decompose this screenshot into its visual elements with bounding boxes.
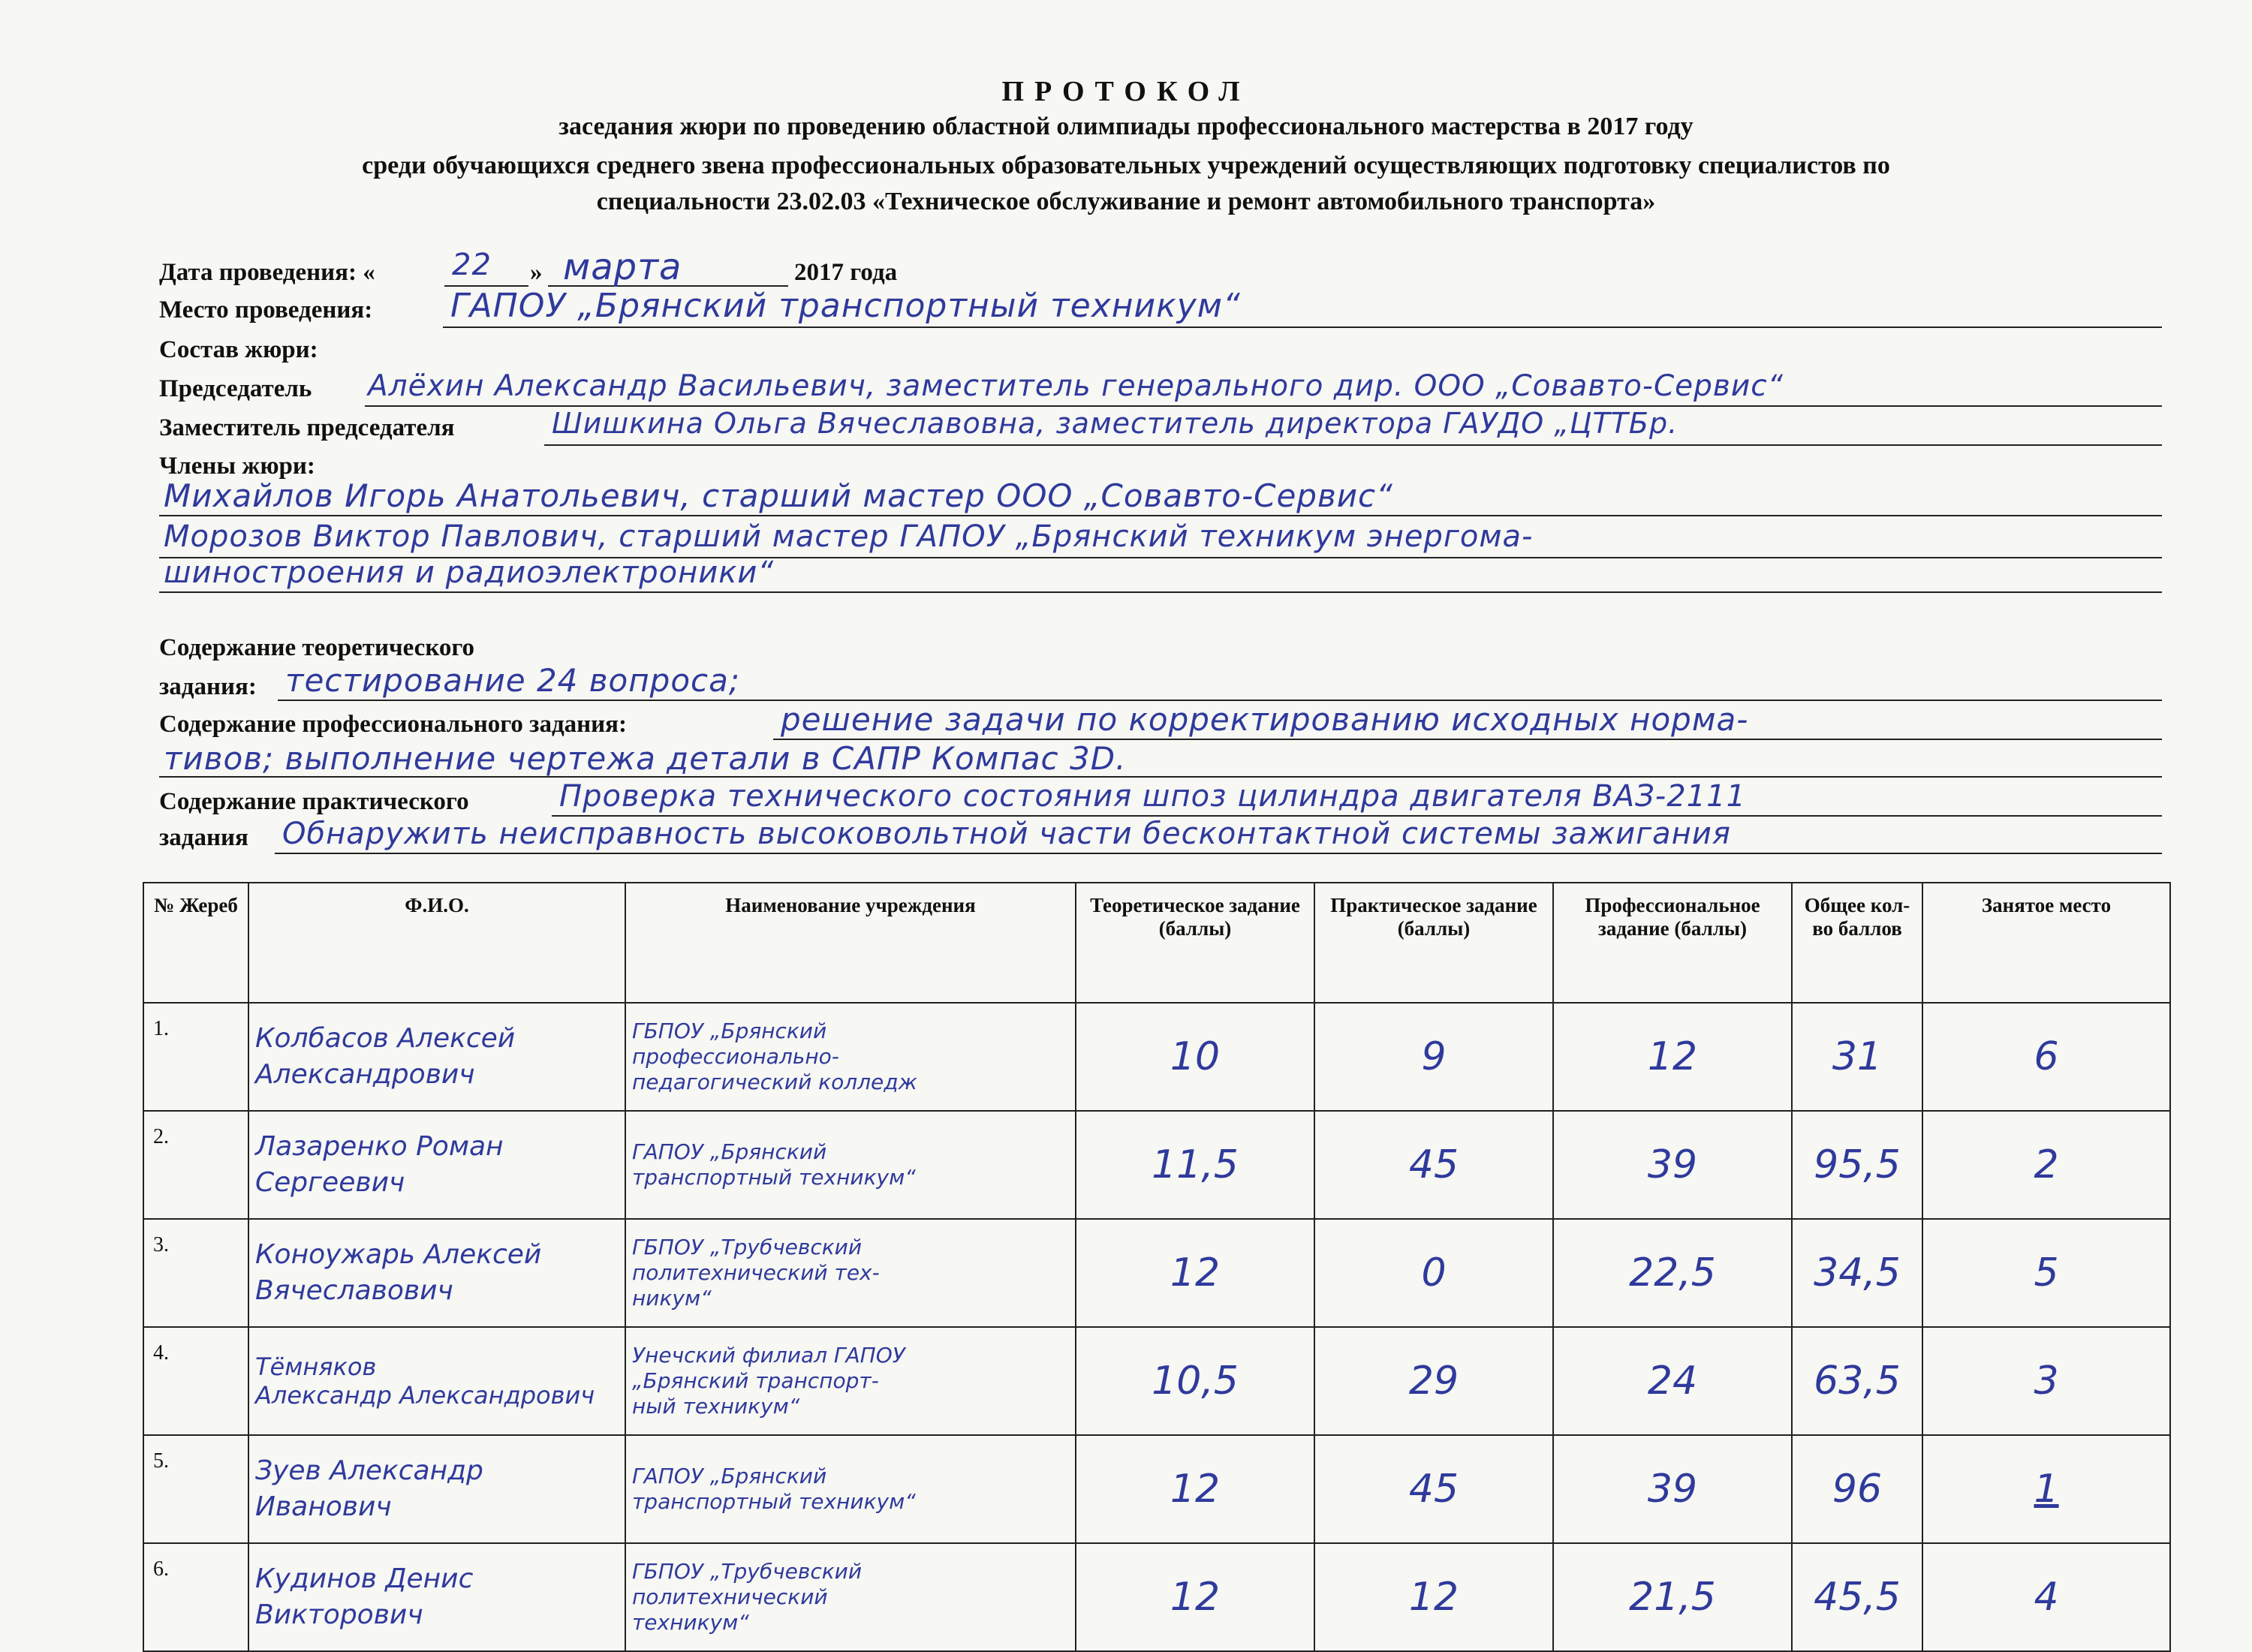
table-row <box>143 1003 2170 1111</box>
theory-value: тестирование 24 вопроса; <box>285 662 740 699</box>
practical-score: 0 <box>1314 1219 1553 1327</box>
date-month: марта <box>563 246 682 288</box>
document-subtitle: специальности 23.02.03 «Техническое обслуживание и ремонт автомобильного транспорта» <box>596 188 1656 215</box>
table-row <box>143 1219 2170 1327</box>
row-number: 3. <box>143 1219 248 1327</box>
total-score: 34,5 <box>1792 1219 1922 1327</box>
professional-score: 24 <box>1553 1327 1792 1435</box>
place: 1 <box>1922 1435 2170 1543</box>
member-1: Михайлов Игорь Анатольевич, старший мастер ООО „Совавто-Сервис“ <box>164 477 1393 514</box>
practical-label-2: задания <box>159 824 248 851</box>
col-header-lot: № Жереб <box>143 883 248 1003</box>
member-2-cont: шиностроения и радиоэлектроники“ <box>164 555 775 590</box>
participant-name: Лазаренко Роман Сергеевич <box>248 1111 625 1219</box>
institution: ГБПОУ „Трубчевский политехнический техникум“ <box>625 1543 1076 1651</box>
place: 2 <box>1922 1111 2170 1219</box>
row-number: 1. <box>143 1003 248 1111</box>
place: 4 <box>1922 1543 2170 1651</box>
institution: Унечский филиал ГАПОУ „Брянский транспорт- ный техникум“ <box>625 1327 1076 1435</box>
theory-score: 11,5 <box>1076 1111 1314 1219</box>
member-line <box>159 515 2162 516</box>
place: 6 <box>1922 1003 2170 1111</box>
participant-name: Зуев Александр Иванович <box>248 1435 625 1543</box>
col-header-total: Общее кол-во баллов <box>1792 883 1922 1003</box>
professional-score: 22,5 <box>1553 1219 1792 1327</box>
place: 5 <box>1922 1219 2170 1327</box>
jury-label: Состав жюри: <box>159 336 318 363</box>
theory-label: Содержание теоретического <box>159 634 475 661</box>
prof-value: решение задачи по корректированию исходных норма- <box>781 701 1749 738</box>
practical-score: 45 <box>1314 1435 1553 1543</box>
members-label: Члены жюри: <box>159 453 315 480</box>
date-label: Дата проведения: « <box>159 259 375 286</box>
chair-label: Председатель <box>159 375 312 402</box>
table-row <box>143 1111 2170 1219</box>
col-header-place: Занятое место <box>1922 883 2170 1003</box>
table-row <box>143 1327 2170 1435</box>
document-subtitle: заседания жюри по проведению областной олимпиады профессионального мастерства в 2017 году <box>558 113 1694 140</box>
theory-score: 12 <box>1076 1219 1314 1327</box>
place-line <box>443 326 2162 328</box>
participant-name: Колбасов Алексей Александрович <box>248 1003 625 1111</box>
prof-value-cont: тивов; выполнение чертежа детали в САПР Компас 3D. <box>164 740 1127 777</box>
professional-score: 12 <box>1553 1003 1792 1111</box>
total-score: 45,5 <box>1792 1543 1922 1651</box>
prof-label: Содержание профессионального задания: <box>159 711 628 738</box>
row-number: 4. <box>143 1327 248 1435</box>
table-row <box>143 1543 2170 1651</box>
member-2: Морозов Виктор Павлович, старший мастер ГАПОУ „Брянский техникум энергома- <box>164 519 1534 554</box>
institution: ГБПОУ „Брянский профессионально- педагогический колледж <box>625 1003 1076 1111</box>
total-score: 96 <box>1792 1435 1922 1543</box>
place: 3 <box>1922 1327 2170 1435</box>
practical-value: Проверка технического состояния шпоз цилиндра двигателя ВАЗ-2111 <box>559 779 1747 814</box>
theory-score: 10,5 <box>1076 1327 1314 1435</box>
deputy-label: Заместитель председателя <box>159 414 455 441</box>
deputy-line <box>544 444 2162 446</box>
professional-score: 21,5 <box>1553 1543 1792 1651</box>
date-day: 22 <box>452 248 492 282</box>
practical-label: Содержание практического <box>159 788 469 815</box>
document-subtitle: среди обучающихся среднего звена профессиональных образовательных учреждений осуществляющих подготовку специалистов по <box>362 152 1890 179</box>
col-header-theory: Теоретическое задание (баллы) <box>1076 883 1314 1003</box>
participant-name: Тёмняков Александр Александрович <box>248 1327 625 1435</box>
institution: ГБПОУ „Трубчевский политехнический тех- никум“ <box>625 1219 1076 1327</box>
theory-label-2: задания: <box>159 673 257 700</box>
institution: ГАПОУ „Брянский транспортный техникум“ <box>625 1435 1076 1543</box>
date-quote: » <box>530 259 543 286</box>
deputy-value: Шишкина Ольга Вячеславовна, заместитель директора ГАУДО „ЦТТБр. <box>552 407 1678 440</box>
col-header-professional: Профессиональное задание (баллы) <box>1553 883 1792 1003</box>
professional-score: 39 <box>1553 1111 1792 1219</box>
total-score: 31 <box>1792 1003 1922 1111</box>
practical-value-cont: Обнаружить неисправность высоковольтной части бесконтактной системы зажигания <box>282 817 1731 851</box>
place-value: ГАПОУ „Брянский транспортный техникум“ <box>450 287 1241 325</box>
theory-score: 12 <box>1076 1435 1314 1543</box>
col-header-practical: Практическое задание (баллы) <box>1314 883 1553 1003</box>
theory-score: 12 <box>1076 1543 1314 1651</box>
table-header-row <box>143 883 2170 1003</box>
chair-value: Алёхин Александр Васильевич, заместитель генерального дир. ООО „Совавто-Сервис“ <box>368 369 1784 403</box>
document-title: ПРОТОКОЛ <box>1001 76 1251 107</box>
date-suffix: 2017 года <box>794 259 898 286</box>
member-line <box>159 591 2162 593</box>
participant-name: Коноужарь Алексей Вячеславович <box>248 1219 625 1327</box>
theory-score: 10 <box>1076 1003 1314 1111</box>
col-header-name: Ф.И.О. <box>248 883 625 1003</box>
practical-score: 9 <box>1314 1003 1553 1111</box>
row-number: 5. <box>143 1435 248 1543</box>
results-table <box>143 882 2171 1652</box>
col-header-institution: Наименование учреждения <box>625 883 1076 1003</box>
total-score: 63,5 <box>1792 1327 1922 1435</box>
row-number: 2. <box>143 1111 248 1219</box>
table-row <box>143 1435 2170 1543</box>
practical-line <box>275 853 2162 854</box>
practical-score: 45 <box>1314 1111 1553 1219</box>
institution: ГАПОУ „Брянский транспортный техникум“ <box>625 1111 1076 1219</box>
place-label: Место проведения: <box>159 296 373 323</box>
professional-score: 39 <box>1553 1435 1792 1543</box>
practical-score: 29 <box>1314 1327 1553 1435</box>
row-number: 6. <box>143 1543 248 1651</box>
practical-score: 12 <box>1314 1543 1553 1651</box>
total-score: 95,5 <box>1792 1111 1922 1219</box>
participant-name: Кудинов Денис Викторович <box>248 1543 625 1651</box>
